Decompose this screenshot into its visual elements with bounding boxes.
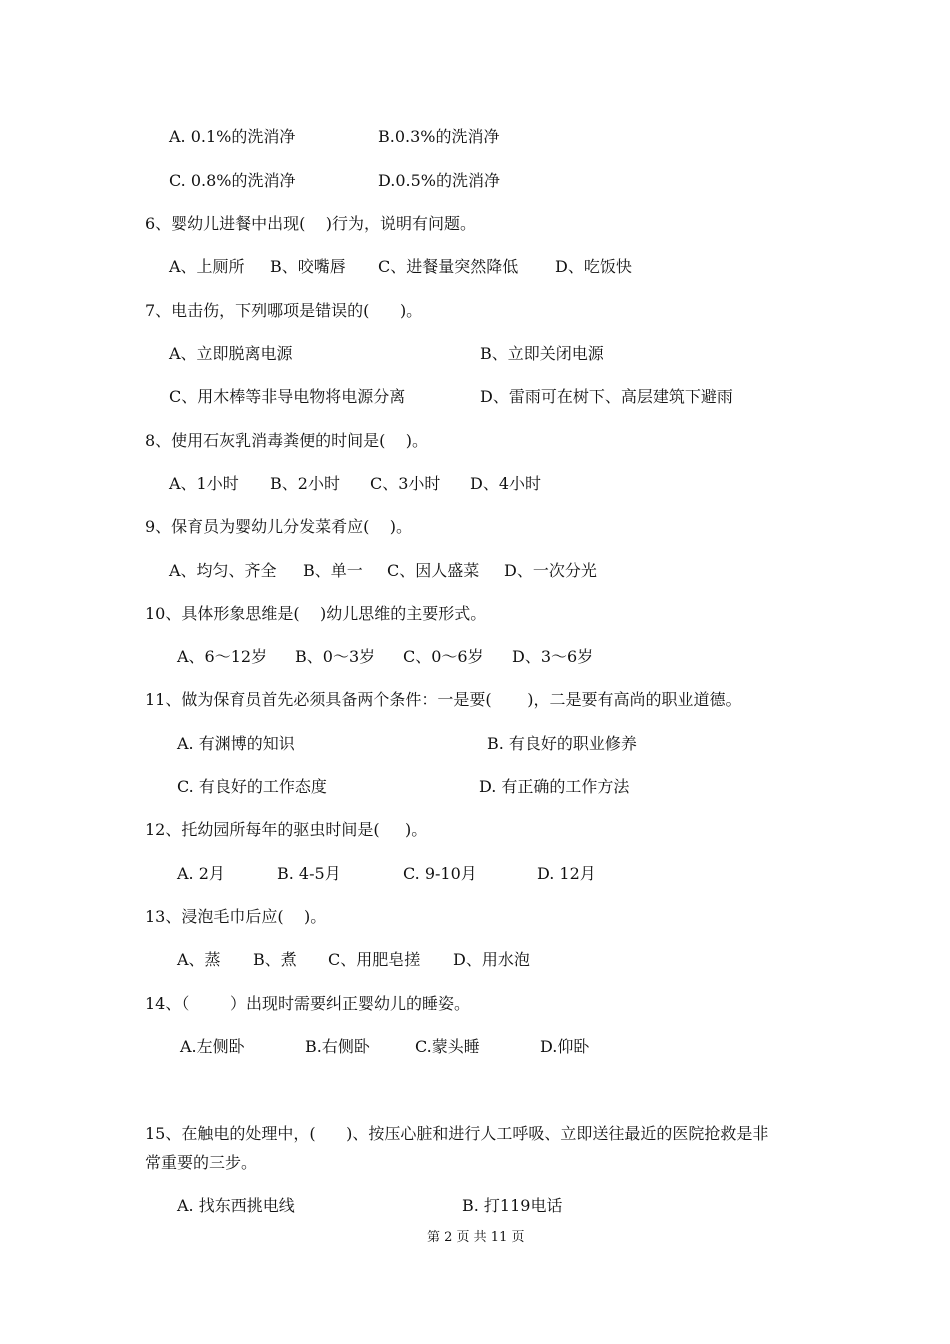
q8-option-d: D、4小时 [470,474,542,493]
q11-option-b: B. 有良好的职业修养 [487,734,637,753]
q15-option-a: A. 找东西挑电线 [177,1196,295,1215]
q11-option-a: A. 有渊博的知识 [177,734,295,753]
q13-option-c: C、用肥皂搓 [328,950,421,969]
q14-option-b: B.右侧卧 [305,1037,370,1056]
question-6: 6、婴幼儿进餐中出现( )行为，说明有问题。 [145,214,477,233]
q12-option-a: A. 2月 [177,864,225,883]
q10-option-b: B、0～3岁 [295,647,376,666]
q14-option-c: C.蒙头睡 [415,1037,480,1056]
q6-option-c: C、进餐量突然降低 [378,257,519,276]
q12-option-c: C. 9-10月 [403,864,477,883]
q11-option-c: C. 有良好的工作态度 [177,777,327,796]
q13-option-b: B、煮 [253,950,297,969]
q7-option-c: C、用木棒等非导电物将电源分离 [169,387,406,406]
q13-option-d: D、用水泡 [453,950,530,969]
q6-option-b: B、咬嘴唇 [270,257,346,276]
question-7: 7、电击伤，下列哪项是错误的( )。 [145,301,423,320]
q5-option-b: B.0.3%的洗消净 [378,127,500,146]
q10-option-d: D、3～6岁 [512,647,594,666]
q11-option-d: D. 有正确的工作方法 [479,777,630,796]
q7-option-a: A、立即脱离电源 [169,344,293,363]
question-8: 8、使用石灰乳消毒粪便的时间是( )。 [145,431,429,450]
q9-option-a: A、均匀、齐全 [169,561,277,580]
q14-option-d: D.仰卧 [540,1037,590,1056]
question-9: 9、保育员为婴幼儿分发菜肴应( )。 [145,517,413,536]
q13-option-a: A、蒸 [177,950,221,969]
q6-option-a: A、上厕所 [169,257,245,276]
question-12: 12、托幼园所每年的驱虫时间是( )。 [145,820,428,839]
q9-option-d: D、一次分光 [504,561,597,580]
question-11: 11、做为保育员首先必须具备两个条件：一是要( )，二是要有高尚的职业道德。 [145,690,742,709]
q10-option-c: C、0～6岁 [403,647,484,666]
q12-option-b: B. 4-5月 [277,864,341,883]
q8-option-b: B、2小时 [270,474,340,493]
question-15-line-2: 常重要的三步。 [145,1153,258,1172]
q7-option-b: B、立即关闭电源 [480,344,604,363]
q15-option-b: B. 打119电话 [462,1196,563,1215]
q9-option-c: C、因人盛菜 [387,561,480,580]
q8-option-a: A、1小时 [169,474,239,493]
question-10: 10、具体形象思维是( )幼儿思维的主要形式。 [145,604,487,623]
q6-option-d: D、吃饭快 [555,257,632,276]
q9-option-b: B、单一 [303,561,363,580]
q5-option-a: A. 0.1%的洗消净 [169,127,296,146]
question-14: 14、（ ）出现时需要纠正婴幼儿的睡姿。 [145,994,471,1013]
q5-option-d: D.0.5%的洗消净 [378,171,500,190]
q7-option-d: D、雷雨可在树下、高层建筑下避雨 [480,387,733,406]
question-15-line-1: 15、在触电的处理中，( )、按压心脏和进行人工呼吸、立即送往最近的医院抢救是非 [145,1124,769,1143]
question-13: 13、浸泡毛巾后应( )。 [145,907,327,926]
q14-option-a: A.左侧卧 [180,1037,245,1056]
q5-option-c: C. 0.8%的洗消净 [169,171,296,190]
q10-option-a: A、6～12岁 [177,647,268,666]
page-footer: 第 2 页 共 11 页 [427,1230,525,1245]
q8-option-c: C、3小时 [370,474,441,493]
q12-option-d: D. 12月 [537,864,596,883]
